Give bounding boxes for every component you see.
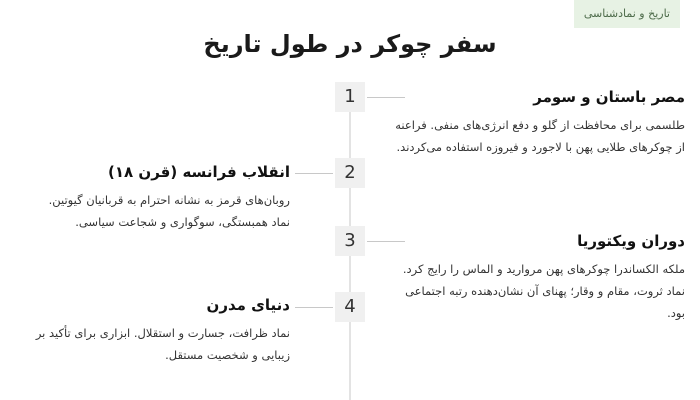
- timeline-heading: انقلاب فرانسه (قرن ۱۸): [108, 163, 290, 181]
- timeline-heading: دوران ویکتوریا: [577, 232, 685, 250]
- timeline-text: روبان‌های قرمز به نشانه احترام به قربانیان گیوتین. نماد همبستگی، سوگواری و شجاعت سیاسی.: [48, 193, 290, 229]
- timeline-number-3: 3: [335, 226, 365, 256]
- timeline-entry-1: [395, 88, 685, 158]
- page-title: سفر چوکر در طول تاریخ: [203, 30, 497, 58]
- timeline-number-2: 2: [335, 158, 365, 188]
- timeline-entry-3: [395, 232, 685, 324]
- timeline-number-1: 1: [335, 82, 365, 112]
- timeline-text: طلسمی برای محافظت از گلو و دفع انرژی‌های منفی. فراعنه از چوکرهای طلایی پهن با لاجورد و فیروزه استفاده می‌کردند.: [395, 118, 685, 154]
- timeline-heading: مصر باستان و سومر: [533, 88, 685, 106]
- timeline-connector: [295, 307, 333, 308]
- timeline-entry-2: [35, 163, 290, 233]
- timeline-text: ملکه الکساندرا چوکرهای پهن مروارید و الماس را رایج کرد. نماد ثروت، مقام و وقار؛ پهنای آن نشان‌دهنده رتبه اجتماعی بود.: [402, 262, 685, 320]
- timeline-entry-4: [35, 296, 290, 366]
- timeline-text: نماد ظرافت، جسارت و استقلال. ابزاری برای تأکید بر زیبایی و شخصیت مستقل.: [35, 326, 290, 362]
- timeline-connector: [295, 173, 333, 174]
- timeline-number-4: 4: [335, 292, 365, 322]
- category-tag: تاریخ و نمادشناسی: [574, 0, 680, 28]
- timeline-heading: دنیای مدرن: [206, 296, 290, 314]
